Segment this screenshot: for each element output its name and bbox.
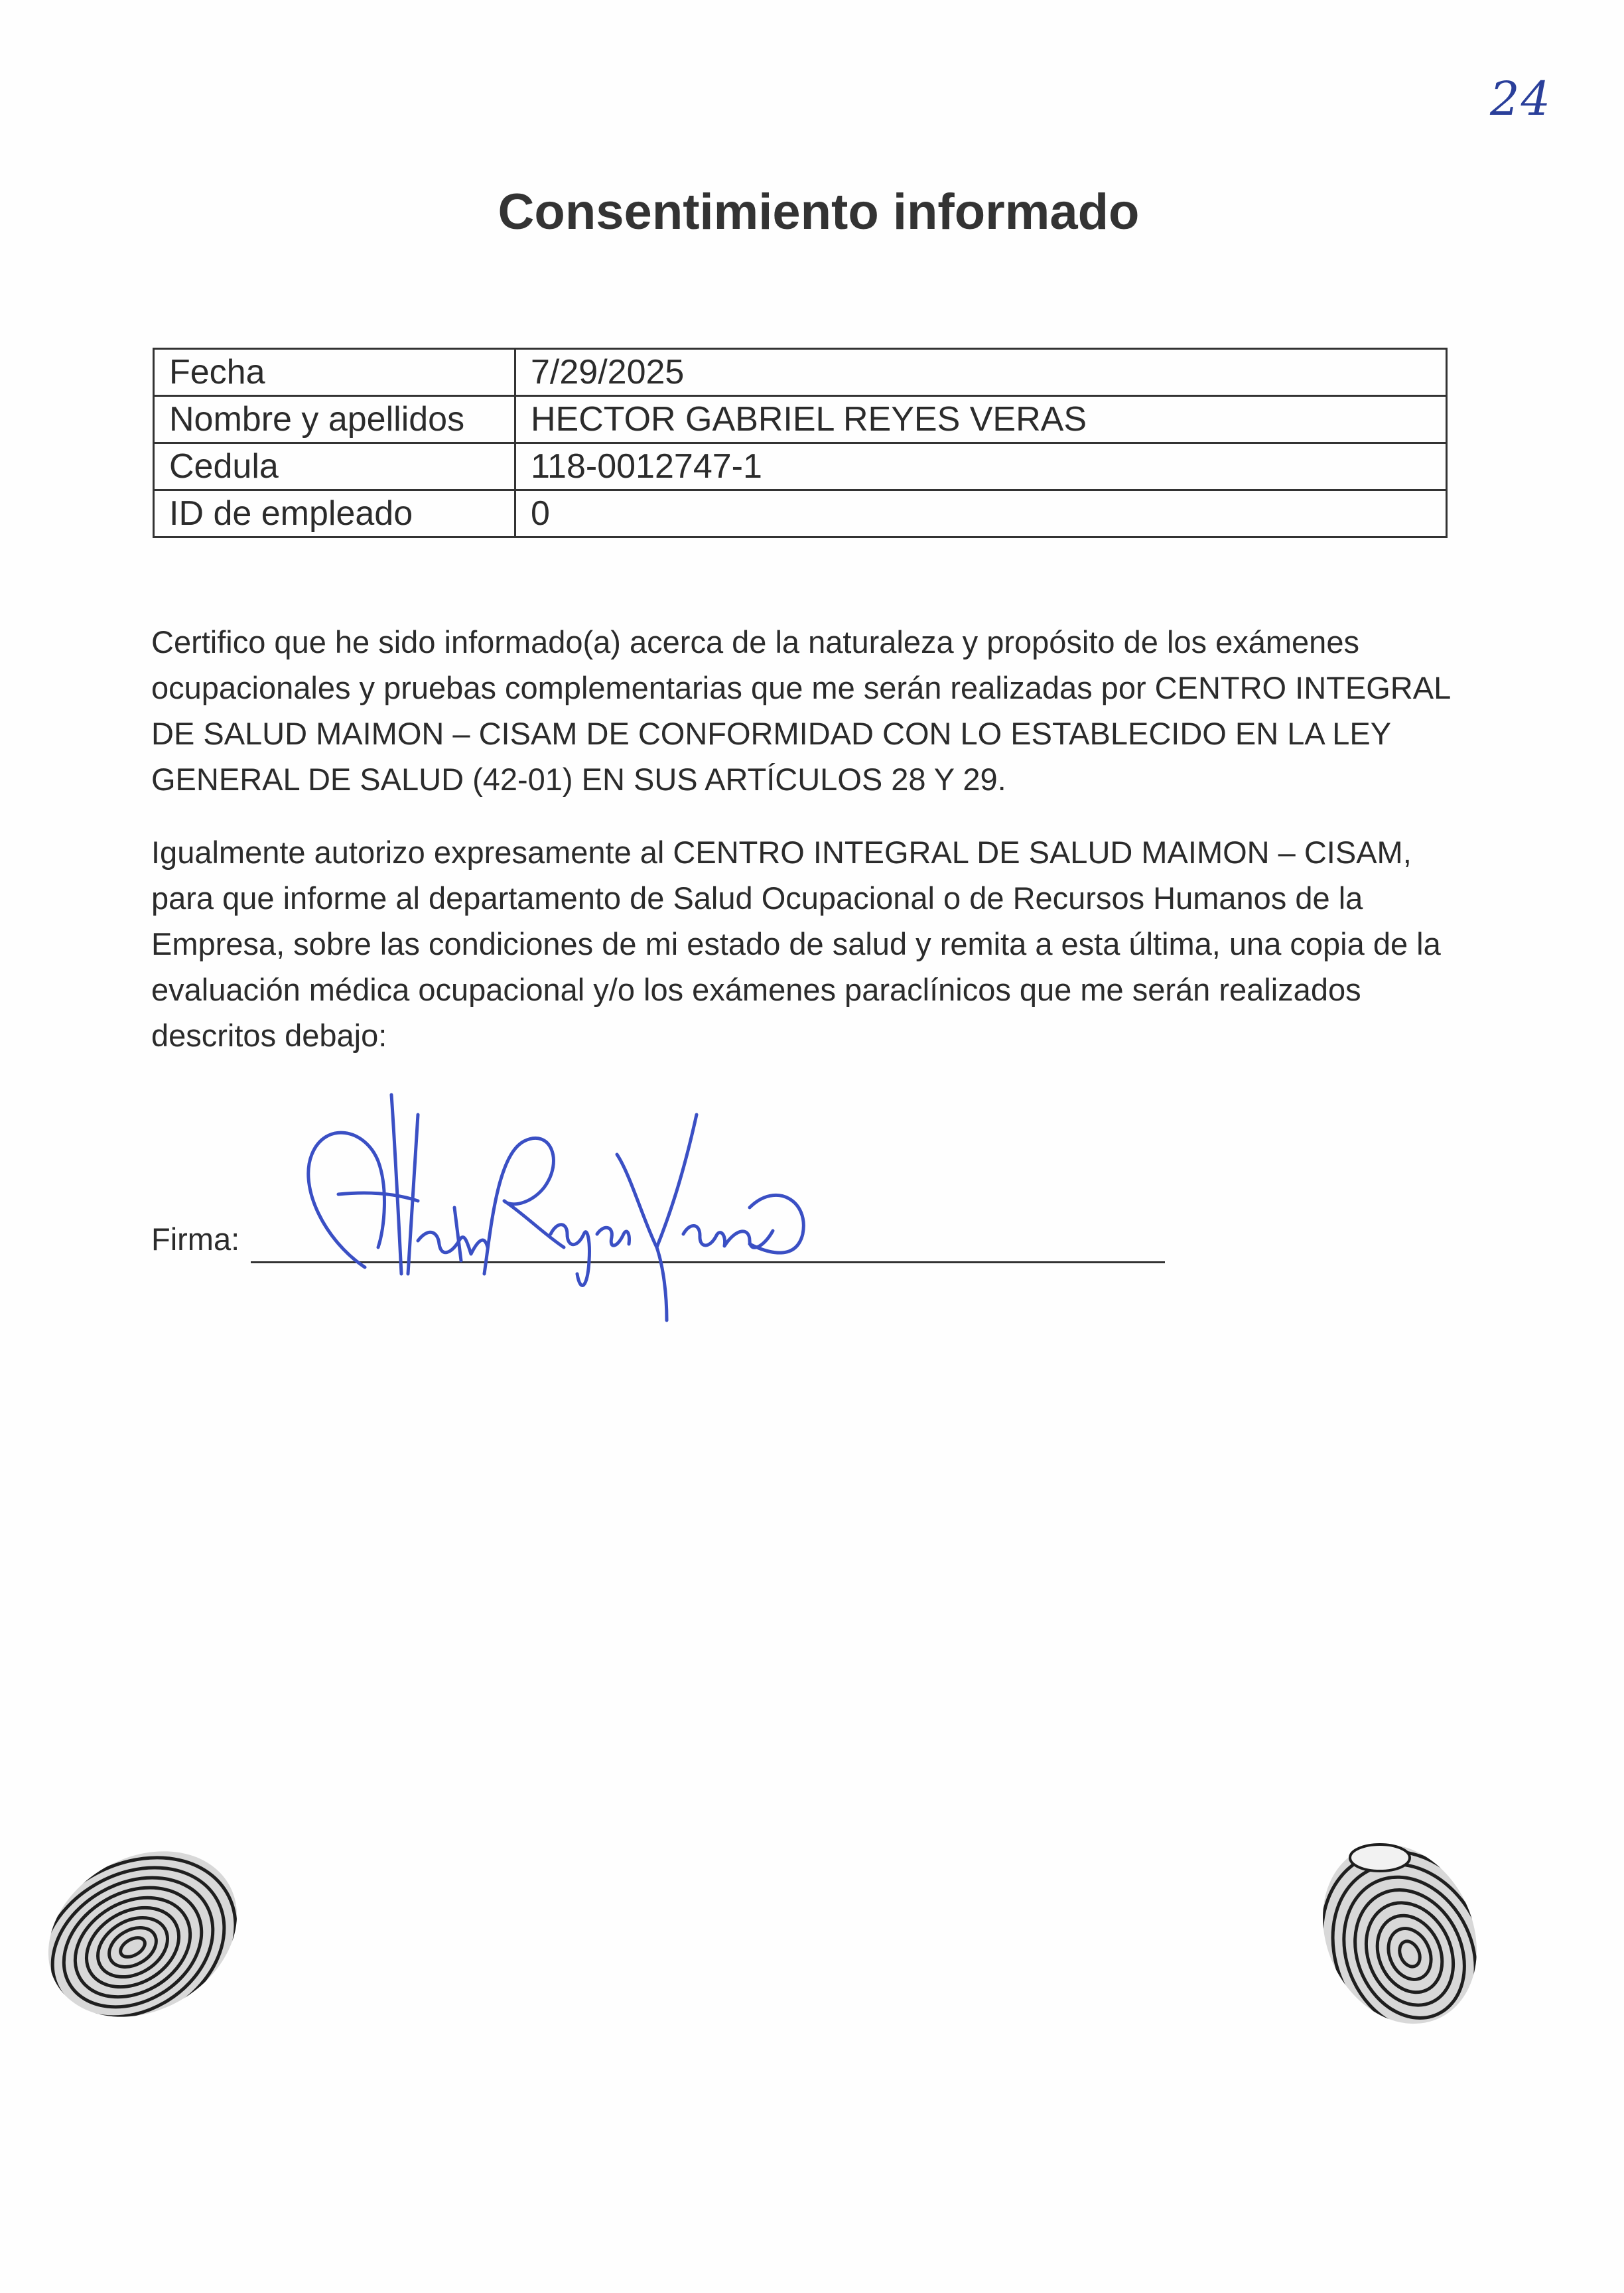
id-empleado-value: 0 (515, 490, 1447, 537)
certification-paragraph: Certifico que he sido informado(a) acerca de la naturaleza y propósito de los exámenes ocupacionales y pruebas complementarias que me serán realizadas por CENTRO INTEGRAL DE SALUD MAIMON – CISAM DE CONFORMIDAD CON LO ESTABLECIDO EN LA LEY GENERAL DE SALUD (42-01) EN SUS ARTÍCULOS 28 Y 29. (151, 624, 1450, 797)
cedula-value: 118-0012747-1 (515, 443, 1447, 490)
page-number: 24 (1490, 72, 1552, 126)
table-row (154, 396, 1447, 443)
info-table (153, 348, 1448, 538)
fingerprint-icon (33, 1838, 252, 2030)
signature-label: Firma: (151, 1221, 240, 1257)
fecha-value: 7/29/2025 (515, 349, 1447, 396)
id-empleado-label: ID de empleado (154, 490, 515, 537)
authorization-paragraph: Igualmente autorizo expresamente al CENTRO INTEGRAL DE SALUD MAIMON – CISAM, para que informe al departamento de Salud Ocupacional o de Recursos Humanos de la Empresa, sobre las condiciones de mi estado de salud y remita a esta última, una copia de la evaluación médica ocupacional y/o los exámenes paraclínicos que me serán realizados descritos debajo: (151, 835, 1441, 1053)
fingerprint-icon (1300, 1831, 1499, 2037)
cedula-label: Cedula (154, 443, 515, 490)
nombre-value: HECTOR GABRIEL REYES VERAS (515, 396, 1447, 443)
table-row (154, 443, 1447, 490)
table-row (154, 349, 1447, 396)
document-title: Consentimiento informado (498, 184, 1140, 240)
table-row (154, 490, 1447, 537)
nombre-label: Nombre y apellidos (154, 396, 515, 443)
handwritten-signature (285, 1075, 816, 1327)
fecha-label: Fecha (154, 349, 515, 396)
